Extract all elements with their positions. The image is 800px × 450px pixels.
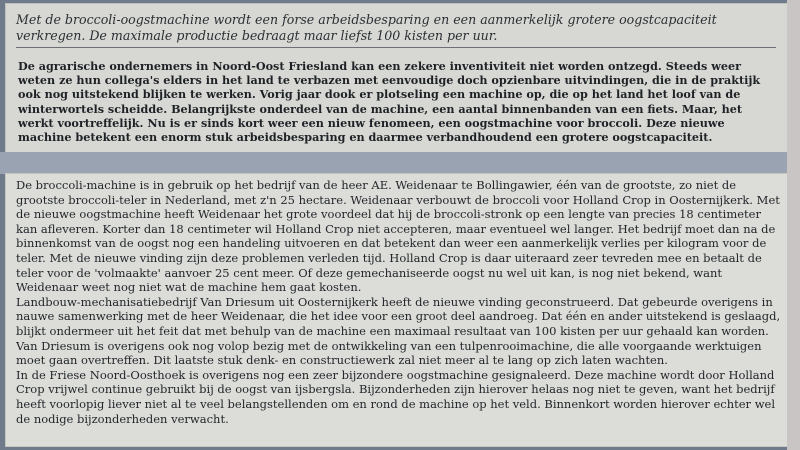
background-edge	[787, 0, 800, 450]
lead-paragraph: De agrarische ondernemers in Noord-Oost Friesland kan een zekere inventiviteit niet worden ontzegd. Steeds weer weten ze hun collega's elders in het land te verbazen met eenvoudige doch opzienbare uitvindingen, die in de praktijk ook nog uitstekend blijken te werken. Vorig jaar dook er plotseling een machine op, die op het land het loof van de winterwortels scheidde. Belangrijkste onderdeel van de machine, een aantal binnenbanden van een fiets. Maar, het werkt voortreffelijk. Nu is er sinds kort weer een nieuw fenomeen, een oogstmachine voor broccoli. Deze nieuwe machine betekent een enorm stuk arbeidsbesparing en daarmee verbandhoudend een grotere oogstcapaciteit.	[18, 59, 761, 145]
photo-caption: Met de broccoli-oogstmachine wordt een forse arbeidsbesparing en een aanmerkelijk grotere oogstcapaciteit verkregen. De maximale productie bedraagt maar liefst 100 kisten per uur.	[16, 12, 717, 43]
article-body	[16, 178, 784, 426]
body-paragraph: De broccoli-machine is in gebruik op het bedrijf van de heer AE. Weidenaar te Bollingawier, één van de grootste, zo niet de grootste broccoli-teler in Nederland, met z'n 25 hectare. Weidenaar verbouwt de broccoli voor Holland Crop in Oosternijkerk. Met de nieuwe oogstmachine heeft Weidenaar het grote voordeel dat hij de broccoli-stronk op een lengte van precies 18 centimeter kan afleveren. Korter dan 18 centimeter wil Holland Crop niet accepteren, maar eventueel wel langer. Het bedrijf moet dan na de binnenkomst van de oogst nog een handeling uitvoeren en dat betekent dan weer een aanmerkelijk verlies per kilogram voor de teler. Met de nieuwe vinding zijn deze problemen verleden tijd. Holland Crop is daar uiteraard zeer tevreden mee en betaalt de teler voor de 'volmaakte' aanvoer 25 cent meer. Of deze gemechaniseerde oogst nu wel uit kan, is nog niet bekend, want Weidenaar weet nog niet wat de machine hem gaat kosten.	[16, 178, 780, 295]
background-gap	[0, 152, 800, 174]
clipping-body	[6, 174, 787, 446]
body-paragraph: Landbouw-mechanisatiebedrijf Van Driesum uit Oosternijkerk heeft de nieuwe vinding geconstrueerd. Dat gebeurde overigens in nauwe samenwerking met de heer Weidenaar, die het idee voor een groot deel aandroeg. Dat één en ander uitstekend is geslaagd, blijkt ondermeer uit het feit dat met behulp van de machine een maximaal resultaat van 100 kisten per uur gehaald kan worden. Van Driesum is overigens ook nog volop bezig met de ontwikkeling van een tulpenrooimachine, die alle voorgaande werktuigen moet gaan overtreffen. Dit laatste stuk denk- en constructiewerk zal niet meer al te lang op zich laten wachten.	[16, 294, 781, 368]
clipping-top	[6, 4, 787, 152]
caption-divider	[16, 47, 776, 48]
body-paragraph: In de Friese Noord-Oosthoek is overigens nog een zeer bijzondere oogstmachine gesignaleerd. Deze machine wordt door Holland Crop vrijwel continue gebruikt bij de oogst van ijsbergsla. Bijzonderheden zijn hierover helaas nog niet te geven, want het bedrijf heeft voorlopig liever niet al te veel belangstellenden om en rond de machine op het veld. Binnenkort worden hierover echter wel de nodige bijzonderheden verwacht.	[16, 367, 776, 426]
